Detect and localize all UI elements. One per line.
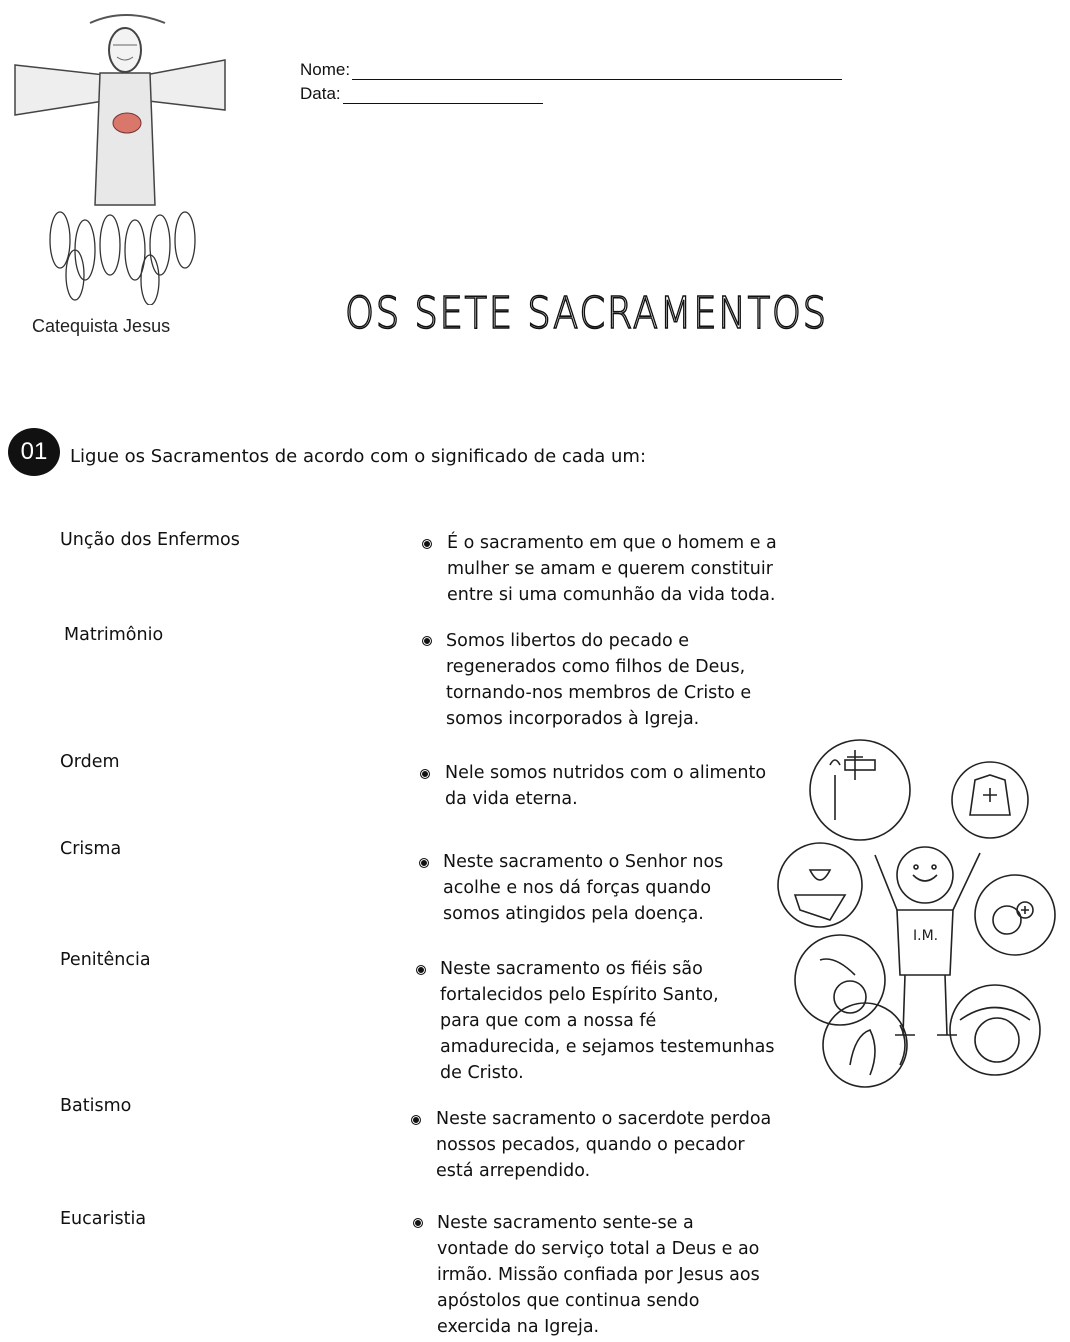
bullet-dot[interactable] xyxy=(420,769,430,779)
definition-3: Nele somos nutridos com o alimento da vida eterna. xyxy=(445,763,767,809)
definition-2: Somos libertos do pecado e regenerados como filhos de Deus, tornando-nos membros de Cristo e somos incorporados à Igreja. xyxy=(446,631,752,729)
definition-4: Neste sacramento o Senhor nos acolhe e nos dá forças quando somos atingidos pela doença. xyxy=(443,852,724,924)
sacrament-uncao[interactable]: Unção dos Enfermos xyxy=(60,530,240,550)
bullet-dot[interactable] xyxy=(413,1218,423,1228)
name-label: Nome: xyxy=(300,60,351,79)
question-instruction: Ligue os Sacramentos de acordo com o significado de cada um: xyxy=(70,446,647,467)
sacrament-eucaristia[interactable]: Eucaristia xyxy=(60,1209,147,1229)
bullet-dot[interactable] xyxy=(422,636,432,646)
logo-caption: Catequista Jesus xyxy=(32,316,171,336)
date-label: Data: xyxy=(300,84,341,103)
sacrament-penitencia[interactable]: Penitência xyxy=(60,950,151,970)
definition-6: Neste sacramento o sacerdote perdoa nossos pecados, quando o pecador está arrependido. xyxy=(436,1109,772,1181)
definition-7: Neste sacramento sente-se a vontade do serviço total a Deus e ao irmão. Missão confiada por Jesus aos apóstolos que continua sendo exercida na Igreja. xyxy=(437,1213,760,1337)
name-line[interactable] xyxy=(352,63,842,80)
sacrament-matrimonio[interactable]: Matrimônio xyxy=(64,625,164,645)
definition-1: É o sacramento em que o homem e a mulher se amam e querem constituir entre si uma comunhão da vida toda. xyxy=(447,533,777,605)
question-number: 01 xyxy=(8,428,60,476)
bullet-dot[interactable] xyxy=(411,1115,421,1125)
sacrament-crisma[interactable]: Crisma xyxy=(60,839,122,859)
page-title: OS SETE SACRAMENTOS xyxy=(345,288,828,339)
sacraments-illustration xyxy=(775,735,1065,1095)
bullet-dot[interactable] xyxy=(422,539,432,549)
sacrament-batismo[interactable]: Batismo xyxy=(60,1096,132,1116)
catequista-jesus-logo xyxy=(5,5,230,305)
sacrament-ordem[interactable]: Ordem xyxy=(60,752,120,772)
bullet-dot[interactable] xyxy=(416,965,426,975)
date-field[interactable] xyxy=(300,84,543,104)
name-field[interactable] xyxy=(300,60,842,80)
date-line[interactable] xyxy=(343,87,543,104)
shirt-text: I.M. xyxy=(913,928,939,944)
circle-ordem-icon xyxy=(810,740,910,840)
definition-5: Neste sacramento os fiéis são fortalecidos pelo Espírito Santo, para que com a nossa fé amadurecida, e sejamos testemunhas de Cristo. xyxy=(440,959,775,1083)
bullet-dot[interactable] xyxy=(419,858,429,868)
